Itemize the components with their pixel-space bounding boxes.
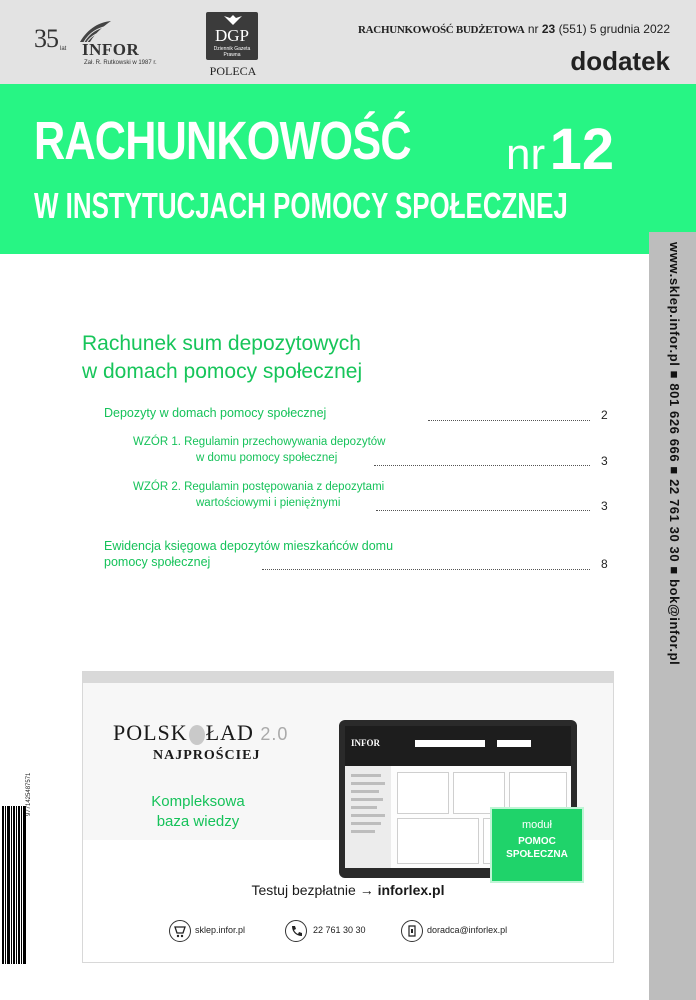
toc-page-4: 8 [601,557,608,571]
barcode-bar [18,806,20,964]
heading-line-2: w domach pomocy społecznej [82,360,363,383]
barcode-bar [7,806,10,964]
polski-lad-logo [113,720,288,746]
screen-search-button [497,740,531,747]
publisher-founder: Zał. R. Rutkowski w 1987 r. [84,60,157,66]
cart-icon [169,920,191,942]
screen-card [397,818,479,864]
heading-line-1: Rachunek sum depozytowych [82,332,361,355]
dgp-recommends: POLECA [209,64,257,78]
contents-heading [82,330,362,386]
issue-date: 5 grudnia 2022 [589,22,670,36]
issue-badge [506,116,614,183]
toc-page-2: 3 [601,454,608,468]
screen-line [351,790,379,793]
toc-leader [262,569,590,570]
module-name-line-2: SPOŁECZNA [506,849,568,860]
issue-number: 23 [541,22,556,36]
screen-line [351,798,383,801]
publication-name: RACHUNKOWOŚĆ BUDŻETOWA [358,24,525,36]
ad-tagline: NAJPROŚCIEJ [153,748,261,763]
screen-line [351,774,381,777]
number-label: nr [506,130,546,179]
inforlex-ad[interactable] [82,671,614,963]
infor-logo [34,18,184,70]
supplement-label: dodatek [570,46,670,76]
cta-link[interactable]: inforlex.pl [377,882,445,898]
screen-search-box [415,740,485,747]
toc-item-2-line-1[interactable]: WZÓR 1. Regulamin przechowywania depozytów [133,436,386,448]
eagle-icon [222,14,244,26]
brand-part-2: ŁAD [205,720,254,745]
dgp-subtitle: Dziennik Gazeta Prawna [213,46,251,58]
number-value: 12 [549,117,615,182]
contact-email[interactable]: doradca@inforlex.pl [427,925,508,935]
toc-leader [428,420,590,421]
barcode-bar [16,806,17,964]
barcode-bar [23,806,26,964]
brand-version: 2.0 [260,724,289,744]
dgp-logo [204,12,262,78]
toc-leader [376,510,590,511]
module-name [492,835,582,861]
barcode-bar [2,806,4,964]
brand-i-badge [189,725,205,745]
ad-slogan [123,792,273,832]
screen-card [397,772,449,814]
barcode-bar [21,806,22,964]
module-label: moduł [522,819,552,831]
toc-item-4-line-1[interactable]: Ewidencja księgowa depozytów mieszkańców domu [104,539,394,553]
sidebar-contact-text: www.sklep.infor.pl ■ 801 626 666 ■ 22 761 30 30 ■ bok@infor.pl [667,242,682,666]
toc-item-4-line-2[interactable]: pomocy społecznej [104,555,211,569]
barcode-bar [5,806,6,964]
issue-prefix: nr [527,22,539,36]
toc-page-1: 2 [601,408,608,422]
dgp-box [206,12,258,60]
cta-text: Testuj bezpłatnie [251,882,356,898]
screen-line [351,782,385,785]
toc-item-1[interactable]: Depozyty w domach pomocy społecznej [104,406,327,420]
anniversary-suffix: lat [60,46,67,52]
toc-page-3: 3 [601,499,608,513]
dgp-text: DGP [214,26,249,45]
cta-arrow-icon: → [359,882,374,898]
brand-part-1: POLSK [113,720,188,745]
publisher-name: INFOR [82,40,140,59]
mail-icon [401,920,423,942]
phone-icon [285,920,307,942]
title-line-1: RACHUNKOWOŚĆ [34,111,411,171]
barcode [0,772,40,992]
toc-item-2-line-2[interactable]: w domu pomocy społecznej [196,452,338,464]
barcode-bar [13,806,15,964]
slogan-line-2: baza wiedzy [156,813,240,830]
screen-line [351,806,377,809]
toc-leader [374,465,590,466]
screen-line [351,814,385,817]
contact-phone[interactable]: 22 761 30 30 [313,925,366,935]
slogan-line-1: Kompleksowa [151,793,245,810]
module-badge [490,807,584,883]
contact-shop[interactable]: sklep.infor.pl [195,925,246,935]
toc-item-3-line-2[interactable]: wartościowymi i pieniężnymi [196,497,341,509]
header-bar [0,0,696,84]
issue-total: (551) [558,22,587,36]
screen-line [351,822,381,825]
screen-line [351,830,375,833]
title-line-2: W INSTYTUCJACH POMOCY SPOŁECZNEJ [34,185,568,226]
screen-logo: INFOR [351,738,380,748]
ad-contacts [169,920,609,946]
anniversary-number: 35 [34,24,58,53]
ad-cta[interactable] [83,882,613,898]
barcode-bar [11,806,12,964]
issue-info [358,22,670,36]
module-name-line-1: POMOC [518,836,556,847]
barcode-digits: 9771425487571 [26,772,32,816]
toc-item-3-line-1[interactable]: WZÓR 2. Regulamin postępowania z depozytami [133,481,385,493]
